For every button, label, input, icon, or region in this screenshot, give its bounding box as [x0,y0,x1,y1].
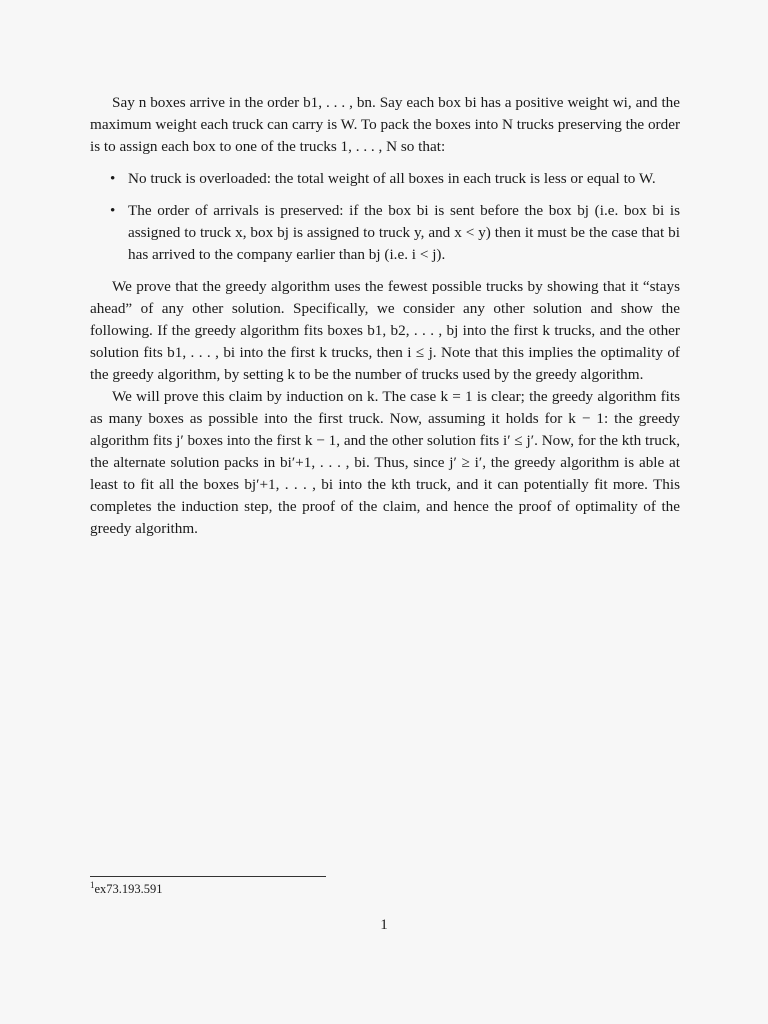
proof-paragraph-2: We will prove this claim by induction on k. The case k = 1 is clear; the greedy algorithm fits as many boxes as possible into the first truck. Now, assuming it holds for k − 1: the greedy algorithm fits j′ boxes into the first k − 1, and the other solution fits i′ ≤ j′. Now, for the kth truck, the alternate solution packs in bi′+1, . . . , bi. Thus, since j′ ≥ i′, the greedy algorithm is able at least to fit all the boxes bj′+1, . . . , bi into the kth truck, and it can potentially fit more. This completes the induction step, the proof of the claim, and hence the proof of optimality of the greedy algorithm. [90,388,680,537]
footnote-rule [90,876,326,877]
list-item-text: The order of arrivals is preserved: if the box bi is sent before the box bj (i.e. box bi is assigned to truck x, box bj is assigned to truck y, and x < y) then it must be the case that bi has arrived to the company earlier than bj (i.e. i < j). [128,202,680,263]
conditions-list [90,168,680,266]
footnote [90,880,163,897]
footnote-mark: 1 [90,880,95,890]
list-item [90,168,680,190]
document-body [90,92,680,540]
page-number: 1 [380,917,388,933]
list-item [90,200,680,266]
bullet-icon: • [110,202,116,219]
proof-paragraph-1: We prove that the greedy algorithm uses the fewest possible trucks by showing that it “stays ahead” of any other solution. Specifically, we consider any other solution and show the following. If the greedy algorithm fits boxes b1, b2, . . . , bj into the first k trucks, and the other solution fits b1, . . . , bi into the first k trucks, then i ≤ j. Note that this implies the optimality of the greedy algorithm, by setting k to be the number of trucks used by the greedy algorithm. [90,278,680,383]
bullet-icon: • [110,170,116,187]
intro-paragraph: Say n boxes arrive in the order b1, . . . , bn. Say each box bi has a positive weight wi, and the maximum weight each truck can carry is W. To pack the boxes into N trucks preserving the order is to assign each box to one of the trucks 1, . . . , N so that: [90,94,680,155]
footnote-text: ex73.193.591 [94,882,163,897]
list-item-text: No truck is overloaded: the total weight of all boxes in each truck is less or equal to W. [128,170,656,187]
